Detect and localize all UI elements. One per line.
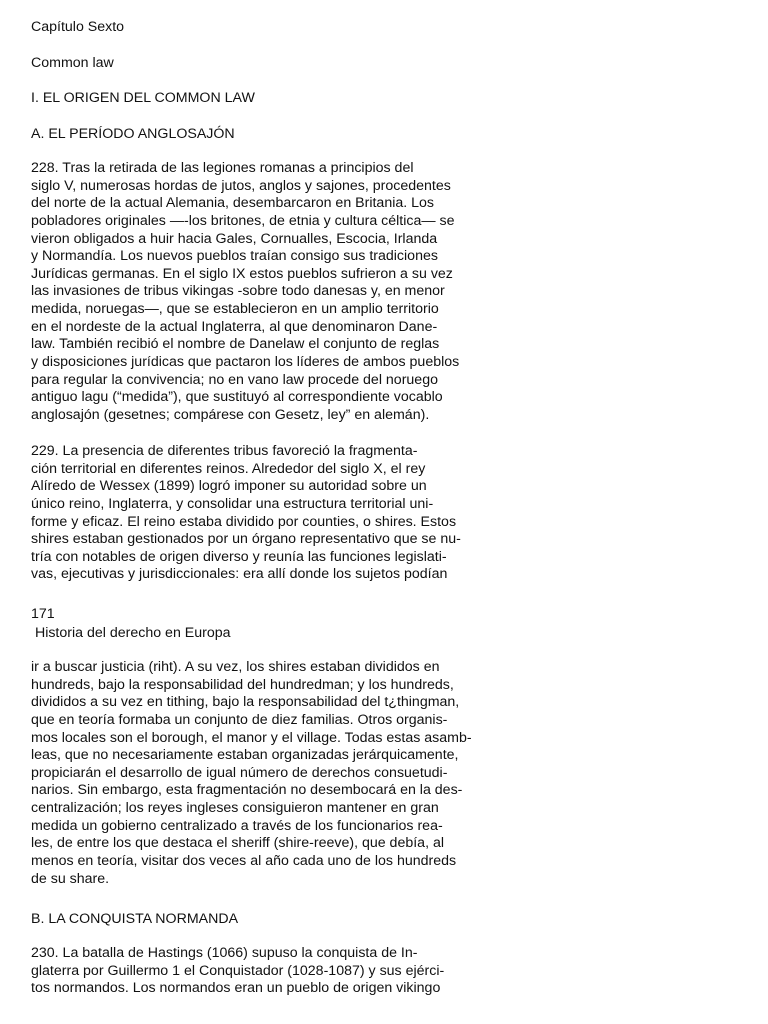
paragraph-line: Alíredo de Wessex (1899) logró imponer su autoridad sobre un [31,478,427,495]
section-heading: I. EL ORIGEN DEL COMMON LAW [31,90,255,106]
paragraph-line: menos en teoría, visitar dos veces al año cada uno de los hundreds [31,853,457,870]
running-header: Historia del derecho en Europa [31,625,231,641]
paragraph-line: propiciarán el desarrollo de igual número de derechos consuetudi- [31,764,448,781]
paragraph-line: y Normandía. Los nuevos pueblos traían consigo sus tradiciones [31,248,438,265]
paragraph-line: tría con notables de origen diverso y reunía las funciones legislati- [31,548,447,565]
subsection-heading: B. LA CONQUISTA NORMANDA [31,911,239,927]
paragraph-line: ir a buscar justicia (riht). A su vez, los shires estaban divididos en [31,659,440,675]
paragraph-line: medida un gobierno centralizado a través de los funcionarios rea- [31,817,443,834]
subsection-heading: A. EL PERÍODO ANGLOSAJÓN [31,126,235,142]
paragraph-line: antiguo lagu (“medida”), que sustituyó al correspondiente vocablo [31,389,443,406]
paragraph-line: de su share. [31,870,110,887]
paragraph-line: ción territorial en diferentes reinos. Alrededor del siglo X, el rey [31,460,426,477]
paragraph-line: tos normandos. Los normandos eran un pueblo de origen vikingo [31,980,441,997]
paragraph-line: shires estaban gestionados por un órgano representativo que se nu- [31,531,461,548]
paragraph-line: leas, que no necesariamente estaban organizadas jerárquicamente, [31,747,459,764]
paragraph-line: vas, ejecutivas y jurisdiccionales: era allí donde los sujetos podían [31,566,448,583]
paragraph-line: y disposiciones jurídicas que pactaron los líderes de ambos pueblos [31,354,460,371]
paragraph-line: anglosajón (gesetnes; compárese con Gesetz, ley” en alemán). [31,406,430,423]
paragraph-line: para regular la convivencia; no en vano law procede del noruego [31,371,438,388]
paragraph-line: les, de entre los que destaca el sheriff (shire-reeve), que debía, al [31,835,444,852]
chapter-title: Capítulo Sexto [31,19,125,35]
paragraph-line: mos locales son el borough, el manor y el village. Todas estas asamb- [31,729,472,746]
paragraph-line: hundreds, bajo la responsabilidad del hundredman; y los hundreds, [31,676,454,693]
paragraph-line: centralización; los reyes ingleses consiguieron mantener en gran [31,800,439,817]
paragraph-line: siglo V, numerosas hordas de jutos, anglos y sajones, procedentes [31,177,451,194]
page-number: 171 [31,606,55,622]
paragraph-line: 230. La batalla de Hastings (1066) supuso la conquista de In- [31,945,418,961]
paragraph-line: divididos a su vez en tithing, bajo la responsabilidad del t¿thingman, [31,694,460,711]
paragraph-line: en el nordeste de la actual Inglaterra, al que denominaron Dane- [31,318,438,335]
paragraph-line: pobladores originales —-los britones, de etnia y cultura céltica— se [31,212,455,229]
paragraph-line: law. También recibió el nombre de Danelaw el conjunto de reglas [31,336,440,353]
paragraph-line: Jurídicas germanas. En el siglo IX estos pueblos sufrieron a su vez [31,265,453,282]
paragraph-line: glaterra por Guillermo 1 el Conquistador (1028-1087) y sus ejérci- [31,962,445,979]
paragraph-line: que en teoría formaba un conjunto de diez familias. Otros organis- [31,711,448,728]
paragraph-continuation [31,659,472,888]
paragraph-line: forme y eficaz. El reino estaba dividido por counties, o shires. Estos [31,513,457,530]
paragraph-line: narios. Sin embargo, esta fragmentación no desembocará en la des- [31,782,463,799]
paragraph-228 [31,160,459,425]
paragraph-229 [31,443,461,584]
paragraph-line: único reino, Inglaterra, y consolidar una estructura territorial uni- [31,495,434,512]
paragraph-line: vieron obligados a huir hacia Gales, Cornualles, Escocia, Irlanda [31,230,438,247]
paragraph-line: 228. Tras la retirada de las legiones romanas a principios del [31,160,414,176]
paragraph-line: las invasiones de tribus vikingas -sobre todo danesas y, en menor [31,283,445,300]
paragraph-230 [31,945,444,998]
chapter-topic: Common law [31,55,114,71]
paragraph-line: 229. La presencia de diferentes tribus favoreció la fragmenta- [31,443,418,459]
paragraph-line: medida, noruegas—, que se establecieron en un amplio territorio [31,301,439,318]
paragraph-line: del norte de la actual Alemania, desembarcaron en Britania. Los [31,195,435,212]
